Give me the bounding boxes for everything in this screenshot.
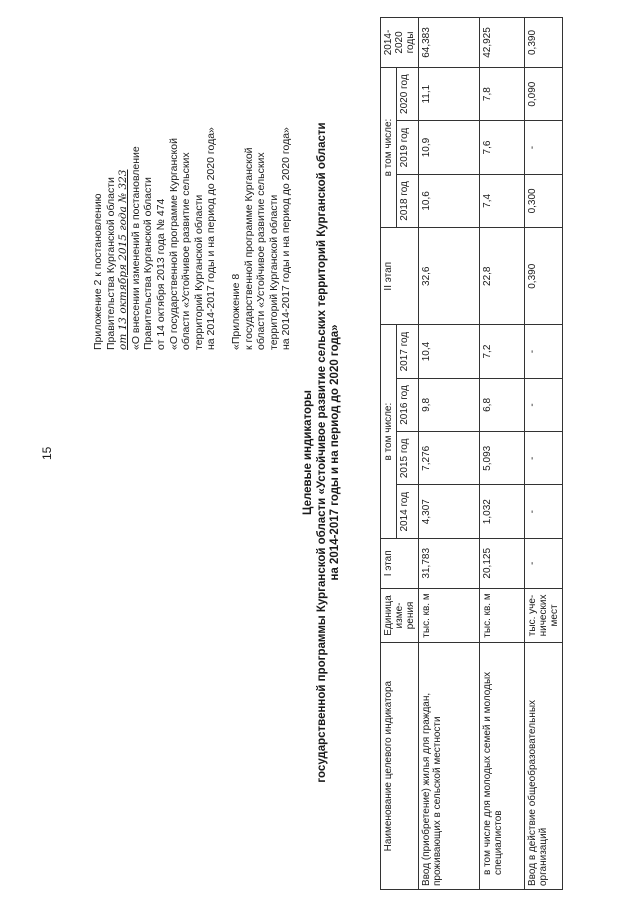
annex-block — [92, 20, 293, 350]
annex-line: Правительства Курганской области — [104, 177, 117, 350]
annex-sub-line: территорий Курганской области — [267, 194, 280, 350]
annex-line: от 14 октября 2013 года № 474 — [154, 198, 167, 350]
stage1-value: 20,125 — [480, 538, 525, 588]
stage2-value: 22,8 — [480, 228, 525, 325]
indicator-name: Ввод (приобретение) жилья для граждан, проживающих в сельской местности — [419, 643, 480, 890]
year-value: 4,307 — [419, 485, 480, 538]
annex-line: территорий Курганской области — [192, 194, 205, 350]
year-value: 7,4 — [480, 174, 525, 227]
year-value: 10,4 — [419, 325, 480, 378]
annex-line: Правительства Курганской области — [142, 177, 155, 350]
unit-cell: тыс. уче-нических мест — [525, 588, 563, 643]
header-year: 2019 год — [397, 121, 419, 174]
annex-line: Приложение 2 к постановлению — [92, 193, 104, 350]
year-value: 1,032 — [480, 485, 525, 538]
year-value: 9,8 — [419, 378, 480, 431]
header-year: 2018 год — [397, 174, 419, 227]
year-value: - — [525, 432, 563, 485]
year-value: 7,6 — [480, 121, 525, 174]
total-value: 42,925 — [480, 18, 525, 68]
header-stage2: II этап — [381, 228, 419, 325]
year-value: - — [525, 378, 563, 431]
stage2-value: 0,390 — [525, 228, 563, 325]
header-incl-stage1: в том числе: — [381, 325, 397, 539]
title-line: Целевые индикаторы — [302, 390, 314, 515]
annex-line: на 2014-2017 годы и на период до 2020 года» — [205, 127, 218, 350]
header-year: 2015 год — [397, 432, 419, 485]
total-value: 0,390 — [525, 18, 563, 68]
annex-sub-line: к государственной программе Курганской — [242, 147, 255, 350]
unit-cell: тыс. кв. м — [419, 588, 480, 643]
total-value: 64,383 — [419, 18, 480, 68]
stage1-value: - — [525, 538, 563, 588]
year-value: 0,090 — [525, 67, 563, 120]
annex-line: области «Устойчивое развитие сельских — [180, 152, 193, 350]
year-value: 6,8 — [480, 378, 525, 431]
unit-cell: тыс. кв. м — [480, 588, 525, 643]
header-year: 2020 год — [397, 67, 419, 120]
indicator-name: в том числе для молодых семей и молодых специалистов — [480, 643, 525, 890]
year-value: 10,9 — [419, 121, 480, 174]
year-value: 0,300 — [525, 174, 563, 227]
stage2-value: 32,6 — [419, 228, 480, 325]
table-row — [480, 18, 525, 890]
header-stage1: I этап — [381, 538, 419, 588]
header-indicator-name: Наименование целевого индикатора — [381, 643, 419, 890]
table-row — [525, 18, 563, 890]
annex-sub-line: «Приложение 8 — [229, 273, 242, 350]
document-title — [302, 20, 343, 885]
header-year: 2017 год — [397, 325, 419, 378]
header-year: 2016 год — [397, 378, 419, 431]
annex-sub-line: на 2014-2017 годы и на период до 2020 года» — [280, 127, 293, 350]
annex-line: «О государственной программе Курганской — [167, 138, 180, 350]
year-value: 7,276 — [419, 432, 480, 485]
title-line: на 2014-2017 годы и на период до 2020 года» — [329, 324, 341, 581]
year-value: 7,2 — [480, 325, 525, 378]
annex-sub-line: области «Устойчивое развитие сельских — [255, 152, 268, 350]
annex-line: от 13 октября 2015 года № 323 — [117, 169, 130, 350]
header-year: 2014 год — [397, 485, 419, 538]
title-line: государственной программы Курганской области «Устойчивое развитие сельских территорий Курганской области — [315, 122, 328, 783]
year-value: 7,8 — [480, 67, 525, 120]
indicators-table — [380, 17, 563, 890]
year-value: - — [525, 121, 563, 174]
header-unit: Единица изме-рения — [381, 588, 419, 643]
header-incl-stage2: в том числе: — [381, 67, 397, 227]
year-value: 10,6 — [419, 174, 480, 227]
indicator-name: Ввод в действие общеобразовательных организаций — [525, 643, 563, 890]
annex-line: «О внесении изменений в постановление — [129, 146, 142, 350]
page-number: 15 — [40, 446, 54, 460]
table-row — [419, 18, 480, 890]
year-value: - — [525, 325, 563, 378]
stage1-value: 31,783 — [419, 538, 480, 588]
year-value: - — [525, 485, 563, 538]
header-total: 2014-2020 годы — [381, 18, 419, 68]
year-value: 5,093 — [480, 432, 525, 485]
year-value: 11,1 — [419, 67, 480, 120]
